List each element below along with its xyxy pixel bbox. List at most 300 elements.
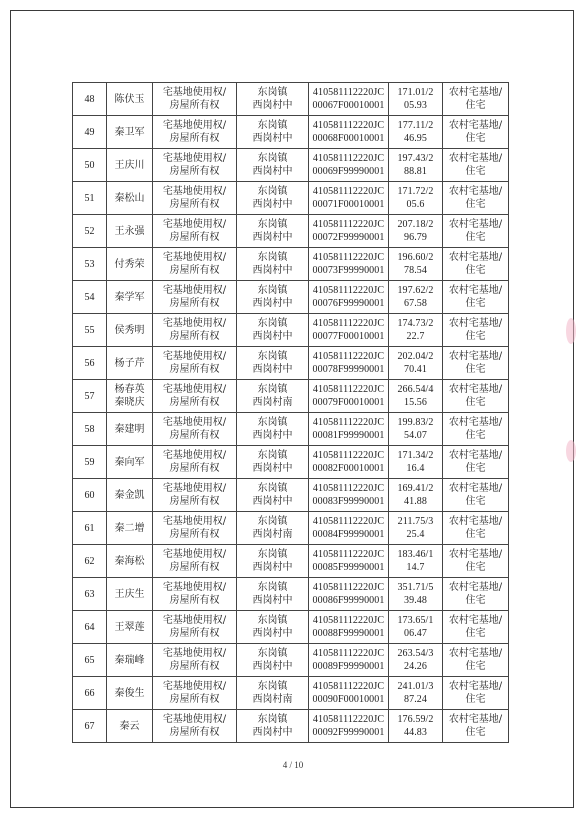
- owner-name-cell: 秦卫军: [107, 116, 153, 149]
- area-line: 22.7: [406, 331, 425, 342]
- right-type-line: 房屋所有权: [169, 430, 220, 441]
- right-type-line: 宅基地使用权/: [162, 516, 227, 527]
- land-use-cell: [443, 347, 509, 380]
- location-line: 西岗村中: [252, 661, 293, 672]
- right-type-line: 房屋所有权: [169, 727, 220, 738]
- unit-code-line: 410581112220JC: [312, 582, 385, 593]
- right-type-line: 宅基地使用权/: [162, 714, 227, 725]
- right-type-cell: [153, 611, 237, 644]
- land-use-line: 住宅: [465, 166, 486, 177]
- unit-code-line: 00078F99990001: [312, 364, 385, 375]
- location-line: 东岗镇: [257, 648, 288, 659]
- location-line: 西岗村中: [252, 562, 293, 573]
- location-line: 西岗村南: [252, 694, 293, 705]
- right-type-line: 宅基地使用权/: [162, 120, 227, 131]
- right-type-cell: [153, 446, 237, 479]
- area-line: 266.54/4: [397, 384, 434, 395]
- row-number-cell: 63: [73, 578, 107, 611]
- area-line: 199.83/2: [397, 417, 434, 428]
- area-line: 263.54/3: [397, 648, 434, 659]
- table-row: [73, 314, 509, 347]
- area-cell: [389, 248, 443, 281]
- row-number-cell: 48: [73, 83, 107, 116]
- area-line: 96.79: [404, 232, 427, 243]
- owner-name-line: 秦晓庆: [114, 397, 145, 408]
- area-line: 78.54: [404, 265, 427, 276]
- unit-code-line: 00071F00010001: [312, 199, 385, 210]
- unit-code-cell: [309, 677, 389, 710]
- location-cell: [237, 83, 309, 116]
- unit-code-line: 410581112220JC: [312, 285, 385, 296]
- land-use-line: 住宅: [465, 100, 486, 111]
- land-use-cell: [443, 578, 509, 611]
- location-line: 东岗镇: [257, 252, 288, 263]
- area-line: 41.88: [404, 496, 427, 507]
- area-cell: [389, 215, 443, 248]
- area-line: 176.59/2: [397, 714, 434, 725]
- area-line: 15.56: [404, 397, 427, 408]
- location-line: 西岗村中: [252, 199, 293, 210]
- land-use-cell: [443, 413, 509, 446]
- row-number-cell: 54: [73, 281, 107, 314]
- location-line: 西岗村中: [252, 232, 293, 243]
- right-type-cell: [153, 116, 237, 149]
- location-line: 西岗村中: [252, 265, 293, 276]
- unit-code-line: 410581112220JC: [312, 549, 385, 560]
- right-type-cell: [153, 380, 237, 413]
- table-row: [73, 347, 509, 380]
- land-use-cell: [443, 545, 509, 578]
- unit-code-cell: [309, 479, 389, 512]
- location-cell: [237, 248, 309, 281]
- right-type-cell: [153, 413, 237, 446]
- unit-code-cell: [309, 380, 389, 413]
- unit-code-cell: [309, 512, 389, 545]
- land-use-line: 农村宅基地/: [448, 153, 503, 164]
- right-type-cell: [153, 545, 237, 578]
- table-body: [73, 83, 509, 743]
- land-use-line: 住宅: [465, 199, 486, 210]
- row-number-cell: 60: [73, 479, 107, 512]
- unit-code-line: 410581112220JC: [312, 153, 385, 164]
- land-use-line: 住宅: [465, 595, 486, 606]
- row-number-cell: 52: [73, 215, 107, 248]
- right-type-line: 宅基地使用权/: [162, 549, 227, 560]
- location-line: 东岗镇: [257, 450, 288, 461]
- area-line: 67.58: [404, 298, 427, 309]
- unit-code-line: 410581112220JC: [312, 219, 385, 230]
- location-line: 西岗村中: [252, 430, 293, 441]
- unit-code-line: 410581112220JC: [312, 252, 385, 263]
- row-number-cell: 58: [73, 413, 107, 446]
- table-row: [73, 248, 509, 281]
- area-line: 241.01/3: [397, 681, 434, 692]
- land-use-line: 住宅: [465, 463, 486, 474]
- unit-code-line: 00088F99990001: [312, 628, 385, 639]
- location-cell: [237, 578, 309, 611]
- location-line: 西岗村中: [252, 727, 293, 738]
- area-line: 177.11/2: [397, 120, 434, 131]
- location-line: 西岗村中: [252, 166, 293, 177]
- unit-code-line: 00077F00010001: [312, 331, 385, 342]
- right-type-line: 宅基地使用权/: [162, 186, 227, 197]
- area-line: 06.47: [404, 628, 427, 639]
- area-cell: [389, 479, 443, 512]
- right-type-line: 宅基地使用权/: [162, 483, 227, 494]
- land-use-line: 住宅: [465, 694, 486, 705]
- owner-name-line: 杨春英: [114, 384, 145, 395]
- land-use-cell: [443, 314, 509, 347]
- owner-name-cell: 王翠莲: [107, 611, 153, 644]
- land-use-line: 农村宅基地/: [448, 87, 503, 98]
- table-row: [73, 644, 509, 677]
- owner-name-cell: 秦学军: [107, 281, 153, 314]
- unit-code-line: 00085F99990001: [312, 562, 385, 573]
- unit-code-line: 00086F99990001: [312, 595, 385, 606]
- location-line: 东岗镇: [257, 186, 288, 197]
- land-use-line: 农村宅基地/: [448, 219, 503, 230]
- land-use-line: 住宅: [465, 397, 486, 408]
- land-use-line: 住宅: [465, 331, 486, 342]
- area-line: 44.83: [404, 727, 427, 738]
- table-row: [73, 710, 509, 743]
- unit-code-cell: [309, 149, 389, 182]
- location-line: 西岗村中: [252, 133, 293, 144]
- area-line: 54.07: [404, 430, 427, 441]
- area-line: 174.73/2: [397, 318, 434, 329]
- right-type-cell: [153, 644, 237, 677]
- area-line: 207.18/2: [397, 219, 434, 230]
- right-type-line: 宅基地使用权/: [162, 681, 227, 692]
- location-line: 西岗村中: [252, 331, 293, 342]
- unit-code-line: 410581112220JC: [312, 120, 385, 131]
- land-use-line: 农村宅基地/: [448, 516, 503, 527]
- area-line: 197.43/2: [397, 153, 434, 164]
- location-line: 东岗镇: [257, 153, 288, 164]
- owner-name-cell: 王永强: [107, 215, 153, 248]
- land-use-line: 农村宅基地/: [448, 120, 503, 131]
- land-use-cell: [443, 248, 509, 281]
- location-cell: [237, 644, 309, 677]
- table-row: [73, 479, 509, 512]
- table-row: [73, 149, 509, 182]
- right-type-line: 房屋所有权: [169, 595, 220, 606]
- row-number-cell: 65: [73, 644, 107, 677]
- location-cell: [237, 512, 309, 545]
- area-line: 16.4: [406, 463, 425, 474]
- unit-code-cell: [309, 116, 389, 149]
- area-line: 171.01/2: [397, 87, 434, 98]
- location-cell: [237, 545, 309, 578]
- area-line: 211.75/3: [397, 516, 434, 527]
- location-line: 西岗村南: [252, 529, 293, 540]
- land-use-cell: [443, 644, 509, 677]
- location-cell: [237, 479, 309, 512]
- area-cell: [389, 149, 443, 182]
- land-use-line: 住宅: [465, 298, 486, 309]
- area-line: 171.34/2: [397, 450, 434, 461]
- right-type-line: 房屋所有权: [169, 364, 220, 375]
- unit-code-cell: [309, 182, 389, 215]
- right-type-cell: [153, 248, 237, 281]
- land-use-cell: [443, 182, 509, 215]
- unit-code-line: 00072F99990001: [312, 232, 385, 243]
- land-use-line: 农村宅基地/: [448, 615, 503, 626]
- unit-code-cell: [309, 281, 389, 314]
- land-use-cell: [443, 479, 509, 512]
- right-type-line: 房屋所有权: [169, 166, 220, 177]
- right-type-cell: [153, 479, 237, 512]
- unit-code-line: 410581112220JC: [312, 681, 385, 692]
- page-number: 4 / 10: [282, 760, 304, 770]
- area-line: 05.93: [404, 100, 427, 111]
- unit-code-cell: [309, 545, 389, 578]
- right-type-line: 房屋所有权: [169, 463, 220, 474]
- location-line: 西岗村中: [252, 628, 293, 639]
- row-number-cell: 62: [73, 545, 107, 578]
- owner-name-cell: 王庆生: [107, 578, 153, 611]
- unit-code-cell: [309, 215, 389, 248]
- right-type-cell: [153, 281, 237, 314]
- owner-name-cell: 秦金凯: [107, 479, 153, 512]
- table-row: [73, 611, 509, 644]
- right-type-line: 宅基地使用权/: [162, 285, 227, 296]
- land-use-cell: [443, 83, 509, 116]
- area-cell: [389, 413, 443, 446]
- right-type-line: 宅基地使用权/: [162, 384, 227, 395]
- table-row: [73, 380, 509, 413]
- right-type-line: 房屋所有权: [169, 232, 220, 243]
- right-type-cell: [153, 182, 237, 215]
- land-use-line: 农村宅基地/: [448, 252, 503, 263]
- owner-name-cell: 秦瑞峰: [107, 644, 153, 677]
- land-use-line: 住宅: [465, 628, 486, 639]
- area-line: 351.71/5: [397, 582, 434, 593]
- unit-code-cell: [309, 347, 389, 380]
- land-use-line: 住宅: [465, 430, 486, 441]
- location-line: 西岗村中: [252, 364, 293, 375]
- owner-name-cell: 秦海松: [107, 545, 153, 578]
- unit-code-line: 410581112220JC: [312, 351, 385, 362]
- unit-code-line: 410581112220JC: [312, 516, 385, 527]
- land-use-cell: [443, 380, 509, 413]
- right-type-line: 房屋所有权: [169, 661, 220, 672]
- right-type-line: 宅基地使用权/: [162, 318, 227, 329]
- row-number-cell: 55: [73, 314, 107, 347]
- land-use-cell: [443, 677, 509, 710]
- area-line: 05.6: [406, 199, 425, 210]
- land-use-line: 住宅: [465, 232, 486, 243]
- unit-code-cell: [309, 578, 389, 611]
- unit-code-cell: [309, 413, 389, 446]
- table-row: [73, 578, 509, 611]
- land-use-line: 农村宅基地/: [448, 285, 503, 296]
- location-cell: [237, 611, 309, 644]
- red-stamp-edge: [566, 318, 576, 344]
- location-cell: [237, 314, 309, 347]
- owner-name-cell: 秦松山: [107, 182, 153, 215]
- location-line: 东岗镇: [257, 87, 288, 98]
- unit-code-line: 00076F99990001: [312, 298, 385, 309]
- land-use-line: 农村宅基地/: [448, 318, 503, 329]
- row-number-cell: 53: [73, 248, 107, 281]
- table-row: [73, 182, 509, 215]
- land-use-line: 农村宅基地/: [448, 384, 503, 395]
- location-line: 东岗镇: [257, 615, 288, 626]
- unit-code-cell: [309, 83, 389, 116]
- right-type-line: 宅基地使用权/: [162, 582, 227, 593]
- right-type-line: 房屋所有权: [169, 331, 220, 342]
- row-number-cell: 51: [73, 182, 107, 215]
- area-line: 14.7: [406, 562, 425, 573]
- area-cell: [389, 512, 443, 545]
- area-cell: [389, 545, 443, 578]
- unit-code-line: 410581112220JC: [312, 615, 385, 626]
- land-use-line: 住宅: [465, 265, 486, 276]
- table-row: [73, 677, 509, 710]
- land-use-line: 农村宅基地/: [448, 483, 503, 494]
- location-line: 西岗村中: [252, 595, 293, 606]
- location-line: 西岗村中: [252, 463, 293, 474]
- table-row: [73, 446, 509, 479]
- owner-name-cell: 秦向军: [107, 446, 153, 479]
- unit-code-cell: [309, 644, 389, 677]
- right-type-cell: [153, 149, 237, 182]
- owner-name-cell: 杨子芹: [107, 347, 153, 380]
- unit-code-line: 00073F99990001: [312, 265, 385, 276]
- right-type-cell: [153, 314, 237, 347]
- land-use-line: 农村宅基地/: [448, 681, 503, 692]
- area-line: 39.48: [404, 595, 427, 606]
- area-line: 46.95: [404, 133, 427, 144]
- right-type-line: 宅基地使用权/: [162, 87, 227, 98]
- area-cell: [389, 710, 443, 743]
- row-number-cell: 50: [73, 149, 107, 182]
- unit-code-line: 00069F99990001: [312, 166, 385, 177]
- land-registration-table: [72, 82, 509, 743]
- owner-name-cell: 秦云: [107, 710, 153, 743]
- right-type-line: 房屋所有权: [169, 265, 220, 276]
- owner-name-cell: 陈伏玉: [107, 83, 153, 116]
- area-line: 25.4: [406, 529, 425, 540]
- location-line: 东岗镇: [257, 351, 288, 362]
- land-use-cell: [443, 116, 509, 149]
- location-cell: [237, 710, 309, 743]
- unit-code-line: 00092F99990001: [312, 727, 385, 738]
- owner-name-cell: 王庆川: [107, 149, 153, 182]
- unit-code-line: 410581112220JC: [312, 714, 385, 725]
- land-use-cell: [443, 611, 509, 644]
- row-number-cell: 61: [73, 512, 107, 545]
- area-line: 202.04/2: [397, 351, 434, 362]
- right-type-line: 房屋所有权: [169, 562, 220, 573]
- location-line: 西岗村中: [252, 298, 293, 309]
- right-type-cell: [153, 347, 237, 380]
- area-cell: [389, 380, 443, 413]
- land-use-cell: [443, 215, 509, 248]
- unit-code-line: 410581112220JC: [312, 318, 385, 329]
- row-number-cell: 49: [73, 116, 107, 149]
- location-line: 东岗镇: [257, 318, 288, 329]
- unit-code-cell: [309, 611, 389, 644]
- unit-code-cell: [309, 248, 389, 281]
- location-cell: [237, 215, 309, 248]
- row-number-cell: 57: [73, 380, 107, 413]
- location-line: 东岗镇: [257, 384, 288, 395]
- right-type-line: 宅基地使用权/: [162, 252, 227, 263]
- table-row: [73, 116, 509, 149]
- land-use-line: 住宅: [465, 364, 486, 375]
- unit-code-line: 410581112220JC: [312, 87, 385, 98]
- location-cell: [237, 149, 309, 182]
- unit-code-cell: [309, 314, 389, 347]
- right-type-line: 房屋所有权: [169, 397, 220, 408]
- unit-code-line: 410581112220JC: [312, 186, 385, 197]
- table-row: [73, 545, 509, 578]
- right-type-line: 宅基地使用权/: [162, 648, 227, 659]
- table-row: [73, 512, 509, 545]
- land-use-line: 农村宅基地/: [448, 648, 503, 659]
- location-line: 西岗村南: [252, 397, 293, 408]
- unit-code-line: 00067F00010001: [312, 100, 385, 111]
- right-type-line: 房屋所有权: [169, 529, 220, 540]
- area-line: 173.65/1: [397, 615, 434, 626]
- right-type-line: 房屋所有权: [169, 133, 220, 144]
- area-line: 169.41/2: [397, 483, 434, 494]
- land-use-cell: [443, 512, 509, 545]
- land-use-line: 住宅: [465, 661, 486, 672]
- land-use-cell: [443, 446, 509, 479]
- area-cell: [389, 116, 443, 149]
- right-type-cell: [153, 578, 237, 611]
- right-type-line: 房屋所有权: [169, 100, 220, 111]
- location-cell: [237, 446, 309, 479]
- land-use-line: 住宅: [465, 133, 486, 144]
- land-use-cell: [443, 710, 509, 743]
- area-cell: [389, 644, 443, 677]
- area-cell: [389, 83, 443, 116]
- row-number-cell: 67: [73, 710, 107, 743]
- land-use-cell: [443, 149, 509, 182]
- table-row: [73, 215, 509, 248]
- unit-code-line: 00090F00010001: [312, 694, 385, 705]
- right-type-cell: [153, 512, 237, 545]
- land-use-line: 住宅: [465, 562, 486, 573]
- unit-code-line: 00081F99990001: [312, 430, 385, 441]
- right-type-line: 宅基地使用权/: [162, 219, 227, 230]
- right-type-line: 宅基地使用权/: [162, 450, 227, 461]
- area-line: 197.62/2: [397, 285, 434, 296]
- right-type-line: 房屋所有权: [169, 694, 220, 705]
- location-line: 东岗镇: [257, 219, 288, 230]
- land-use-line: 农村宅基地/: [448, 582, 503, 593]
- location-line: 西岗村中: [252, 100, 293, 111]
- unit-code-cell: [309, 446, 389, 479]
- area-cell: [389, 578, 443, 611]
- area-cell: [389, 446, 443, 479]
- location-cell: [237, 677, 309, 710]
- right-type-line: 房屋所有权: [169, 298, 220, 309]
- row-number-cell: 56: [73, 347, 107, 380]
- owner-name-cell: 秦二增: [107, 512, 153, 545]
- area-line: 196.60/2: [397, 252, 434, 263]
- unit-code-line: 410581112220JC: [312, 450, 385, 461]
- owner-name-cell: 付秀荣: [107, 248, 153, 281]
- right-type-line: 宅基地使用权/: [162, 615, 227, 626]
- area-cell: [389, 281, 443, 314]
- location-line: 东岗镇: [257, 714, 288, 725]
- owner-name-cell: 秦俊生: [107, 677, 153, 710]
